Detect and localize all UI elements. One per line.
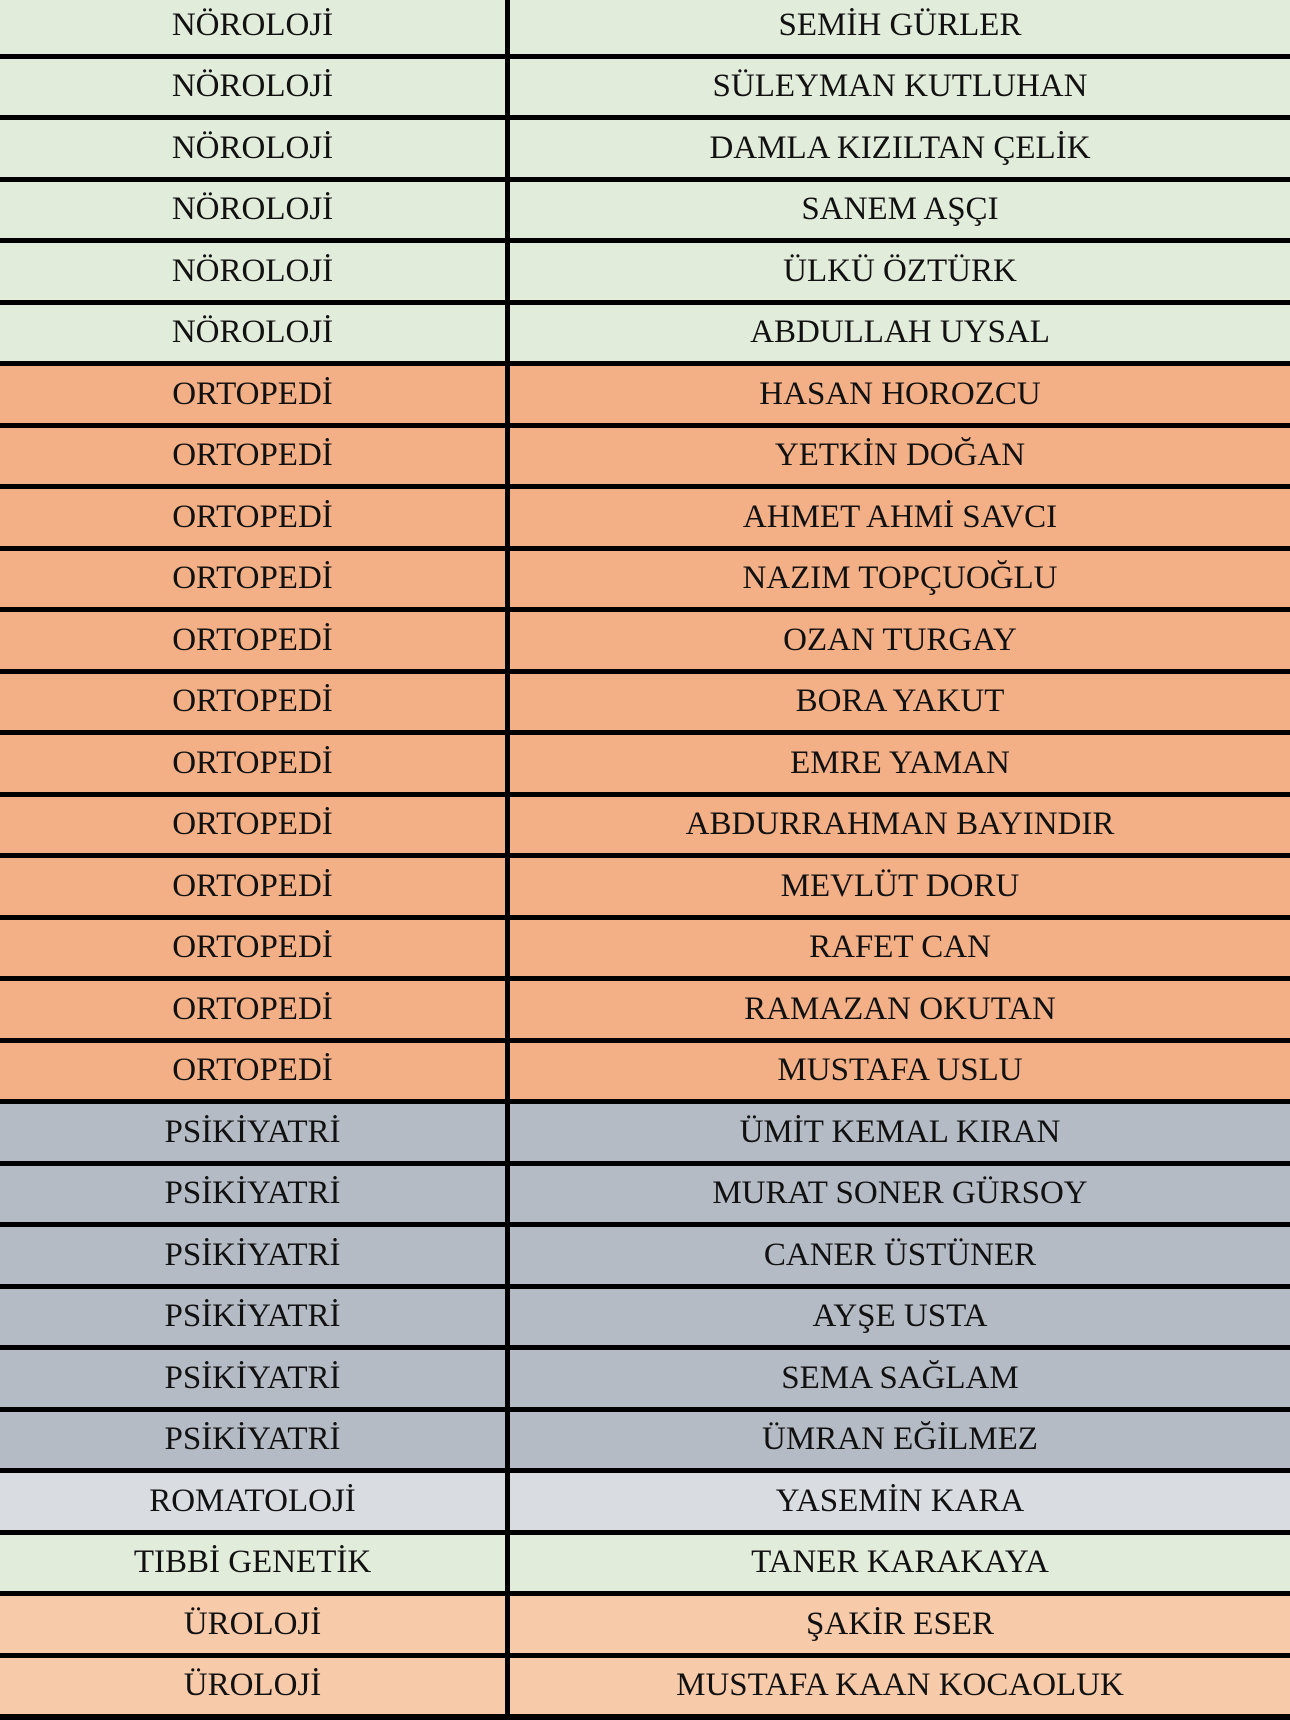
table-row <box>0 612 1290 674</box>
doctor-name-cell: ABDURRAHMAN BAYINDIR <box>685 806 1115 843</box>
department-cell: PSİKİYATRİ <box>0 1227 510 1284</box>
department-cell: ORTOPEDİ <box>0 366 510 423</box>
department-cell: ORTOPEDİ <box>0 551 510 608</box>
doctor-name-cell: ABDULLAH UYSAL <box>750 314 1050 351</box>
table-row <box>0 0 1290 59</box>
department-cell: PSİKİYATRİ <box>0 1289 510 1346</box>
table-row <box>0 981 1290 1043</box>
doctor-name-cell: ÜLKÜ ÖZTÜRK <box>783 252 1017 289</box>
department-cell: NÖROLOJİ <box>0 0 510 54</box>
doctor-name-cell: CANER ÜSTÜNER <box>763 1236 1037 1273</box>
department-cell: ORTOPEDİ <box>0 674 510 731</box>
doctor-name-cell: ÜMRAN EĞİLMEZ <box>762 1421 1038 1458</box>
table-row <box>0 1473 1290 1535</box>
doctor-name-cell: MURAT SONER GÜRSOY <box>712 1175 1088 1212</box>
doctor-name-cell: HASAN HOROZCU <box>759 375 1041 412</box>
department-cell: ORTOPEDİ <box>0 1043 510 1100</box>
table-row <box>0 59 1290 121</box>
department-cell: PSİKİYATRİ <box>0 1166 510 1223</box>
doctor-name-cell: YETKİN DOĞAN <box>774 437 1026 474</box>
table-row <box>0 1289 1290 1351</box>
department-cell: ORTOPEDİ <box>0 489 510 546</box>
table-row <box>0 243 1290 305</box>
table-row <box>0 1412 1290 1474</box>
table-row <box>0 1043 1290 1105</box>
doctor-name-cell: SÜLEYMAN KUTLUHAN <box>712 68 1088 105</box>
department-cell: ORTOPEDİ <box>0 920 510 977</box>
doctor-name-cell: OZAN TURGAY <box>783 621 1017 658</box>
table-row <box>0 366 1290 428</box>
doctor-name-cell: SEMİH GÜRLER <box>778 6 1022 43</box>
department-cell: ORTOPEDİ <box>0 981 510 1038</box>
table-row <box>0 551 1290 613</box>
department-cell: NÖROLOJİ <box>0 59 510 116</box>
table-row <box>0 1227 1290 1289</box>
department-cell: ÜROLOJİ <box>0 1658 510 1715</box>
table-row <box>0 1104 1290 1166</box>
table-row <box>0 1350 1290 1412</box>
table-row <box>0 735 1290 797</box>
doctor-name-cell: ÜMİT KEMAL KIRAN <box>739 1113 1061 1150</box>
department-cell: NÖROLOJİ <box>0 305 510 362</box>
department-cell: ROMATOLOJİ <box>0 1473 510 1530</box>
table-row <box>0 920 1290 982</box>
doctor-name-cell: RAMAZAN OKUTAN <box>744 990 1056 1027</box>
table-row <box>0 1166 1290 1228</box>
doctor-name-cell: SEMA SAĞLAM <box>781 1359 1019 1396</box>
doctor-name-cell: AHMET AHMİ SAVCI <box>742 498 1058 535</box>
doctor-name-cell: EMRE YAMAN <box>790 744 1010 781</box>
doctor-name-cell: MUSTAFA USLU <box>777 1052 1023 1089</box>
table-row <box>0 120 1290 182</box>
doctor-name-cell: AYŞE USTA <box>812 1298 988 1335</box>
department-cell: TIBBİ GENETİK <box>0 1535 510 1592</box>
department-cell: NÖROLOJİ <box>0 182 510 239</box>
doctor-name-cell: MEVLÜT DORU <box>780 867 1020 904</box>
department-cell: ORTOPEDİ <box>0 858 510 915</box>
doctor-name-cell: MUSTAFA KAAN KOCAOLUK <box>676 1667 1124 1704</box>
department-cell: ÜROLOJİ <box>0 1596 510 1653</box>
department-cell: PSİKİYATRİ <box>0 1350 510 1407</box>
doctor-name-cell: RAFET CAN <box>809 929 991 966</box>
department-cell: PSİKİYATRİ <box>0 1412 510 1469</box>
department-cell: PSİKİYATRİ <box>0 1104 510 1161</box>
table-row <box>0 1596 1290 1658</box>
doctor-name-cell: SANEM AŞÇI <box>801 191 999 228</box>
department-cell: ORTOPEDİ <box>0 612 510 669</box>
doctor-name-cell: ŞAKİR ESER <box>806 1605 994 1642</box>
table-row <box>0 305 1290 367</box>
table-row <box>0 182 1290 244</box>
table-row <box>0 797 1290 859</box>
table-row <box>0 489 1290 551</box>
table-row <box>0 1535 1290 1597</box>
department-cell: ORTOPEDİ <box>0 735 510 792</box>
department-cell: ORTOPEDİ <box>0 797 510 854</box>
doctor-name-cell: YASEMİN KARA <box>775 1482 1025 1519</box>
doctor-name-cell: BORA YAKUT <box>795 683 1005 720</box>
table-row <box>0 428 1290 490</box>
department-cell: ORTOPEDİ <box>0 428 510 485</box>
table-row <box>0 858 1290 920</box>
doctor-name-cell: NAZIM TOPÇUOĞLU <box>742 560 1058 597</box>
department-cell: NÖROLOJİ <box>0 120 510 177</box>
table-row <box>0 1658 1290 1720</box>
table-row <box>0 674 1290 736</box>
doctor-name-cell: DAMLA KIZILTAN ÇELİK <box>709 129 1091 166</box>
department-cell: NÖROLOJİ <box>0 243 510 300</box>
doctor-name-cell: TANER KARAKAYA <box>751 1544 1049 1581</box>
